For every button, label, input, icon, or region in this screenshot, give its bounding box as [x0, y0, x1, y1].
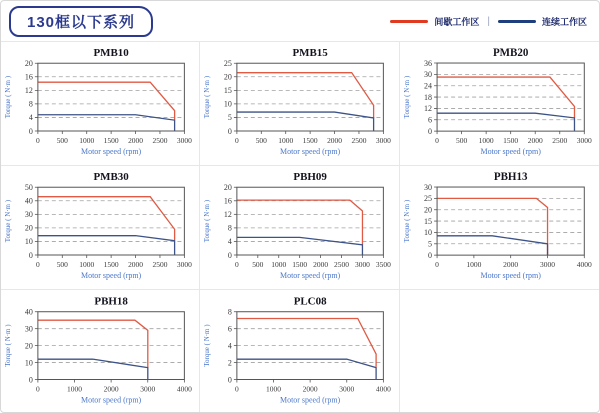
- svg-text:20: 20: [224, 72, 233, 82]
- svg-text:4000: 4000: [176, 384, 192, 394]
- svg-text:2000: 2000: [313, 260, 329, 270]
- svg-text:40: 40: [24, 307, 33, 317]
- svg-text:Torque ( N·m ): Torque ( N·m ): [203, 324, 212, 368]
- svg-text:2500: 2500: [351, 135, 367, 145]
- svg-text:Motor speed (rpm): Motor speed (rpm): [480, 147, 541, 157]
- svg-text:0: 0: [235, 135, 240, 145]
- svg-text:6: 6: [228, 324, 233, 334]
- empty-cell: [400, 290, 599, 413]
- svg-text:25: 25: [423, 194, 432, 204]
- legend-item-continuous: [498, 15, 587, 28]
- svg-text:10: 10: [224, 99, 233, 109]
- svg-text:24: 24: [423, 81, 432, 91]
- svg-text:0: 0: [36, 260, 40, 270]
- svg-text:3500: 3500: [376, 260, 392, 270]
- legend: [390, 15, 587, 28]
- svg-text:Torque ( N·m ): Torque ( N·m ): [203, 75, 212, 119]
- svg-text:50: 50: [24, 183, 33, 193]
- svg-text:3000: 3000: [539, 260, 555, 270]
- svg-text:2500: 2500: [152, 135, 168, 145]
- svg-text:0: 0: [235, 260, 240, 270]
- svg-text:20: 20: [423, 205, 432, 215]
- svg-text:36: 36: [423, 58, 432, 68]
- svg-text:PBH18: PBH18: [94, 296, 128, 309]
- svg-text:30: 30: [423, 70, 432, 80]
- svg-text:PMB30: PMB30: [93, 171, 129, 184]
- legend-label: 间歇工作区: [434, 16, 480, 27]
- svg-text:1000: 1000: [79, 135, 95, 145]
- svg-text:20: 20: [24, 59, 33, 69]
- svg-text:Motor speed (rpm): Motor speed (rpm): [280, 146, 341, 156]
- svg-text:2000: 2000: [302, 384, 318, 394]
- svg-text:1000: 1000: [278, 135, 294, 145]
- svg-text:0: 0: [28, 126, 33, 136]
- svg-text:Motor speed (rpm): Motor speed (rpm): [81, 146, 142, 156]
- svg-text:2500: 2500: [334, 260, 350, 270]
- svg-text:4: 4: [228, 341, 233, 351]
- svg-text:1000: 1000: [67, 384, 82, 394]
- chart-panel-pbh13: [400, 166, 599, 290]
- svg-text:3000: 3000: [355, 260, 371, 270]
- svg-text:2000: 2000: [103, 384, 119, 394]
- svg-text:Motor speed (rpm): Motor speed (rpm): [480, 271, 541, 281]
- svg-text:2500: 2500: [152, 260, 168, 270]
- svg-text:0: 0: [427, 251, 432, 261]
- svg-text:1000: 1000: [266, 384, 282, 394]
- svg-text:3000: 3000: [176, 135, 192, 145]
- svg-text:4000: 4000: [576, 260, 592, 270]
- legend-item-intermittent: [390, 15, 479, 28]
- svg-text:Torque ( N·m ): Torque ( N·m ): [3, 75, 12, 119]
- svg-text:Torque ( N·m ): Torque ( N·m ): [402, 200, 411, 243]
- svg-text:4: 4: [228, 237, 233, 247]
- svg-text:0: 0: [28, 250, 33, 260]
- svg-text:10: 10: [24, 237, 33, 247]
- svg-text:500: 500: [256, 135, 268, 145]
- svg-text:12: 12: [423, 104, 432, 114]
- svg-text:20: 20: [24, 223, 33, 233]
- svg-text:1000: 1000: [271, 260, 287, 270]
- svg-text:30: 30: [423, 183, 432, 193]
- svg-text:4: 4: [28, 113, 33, 123]
- svg-text:30: 30: [24, 210, 33, 220]
- svg-text:20: 20: [224, 183, 233, 193]
- svg-text:1500: 1500: [103, 135, 119, 145]
- svg-text:1500: 1500: [292, 260, 308, 270]
- continuous-line-swatch: [498, 20, 536, 23]
- svg-text:500: 500: [56, 135, 68, 145]
- svg-text:16: 16: [224, 196, 233, 206]
- chart-panel-pmb10: [1, 42, 200, 166]
- svg-text:Motor speed (rpm): Motor speed (rpm): [280, 271, 341, 281]
- svg-text:15: 15: [423, 217, 432, 227]
- svg-text:PMB15: PMB15: [292, 47, 329, 60]
- svg-text:0: 0: [28, 375, 33, 385]
- svg-text:1000: 1000: [466, 260, 482, 270]
- svg-text:10: 10: [423, 228, 432, 238]
- svg-text:500: 500: [252, 260, 264, 270]
- svg-text:PMB20: PMB20: [492, 47, 529, 60]
- svg-text:8: 8: [28, 99, 33, 109]
- svg-text:16: 16: [24, 72, 33, 82]
- svg-text:500: 500: [56, 260, 68, 270]
- svg-text:5: 5: [228, 113, 233, 123]
- svg-text:Torque ( N·m ): Torque ( N·m ): [3, 200, 12, 243]
- chart-grid: [1, 41, 599, 413]
- svg-text:18: 18: [423, 92, 432, 102]
- svg-text:0: 0: [228, 250, 233, 260]
- svg-text:Torque ( N·m ): Torque ( N·m ): [3, 324, 12, 368]
- svg-text:0: 0: [434, 260, 439, 270]
- svg-text:Torque ( N·m ): Torque ( N·m ): [203, 200, 212, 243]
- svg-text:3000: 3000: [140, 384, 156, 394]
- svg-text:Motor speed (rpm): Motor speed (rpm): [81, 395, 142, 405]
- svg-text:15: 15: [224, 86, 233, 96]
- chart-panel-pmb20: [400, 42, 599, 166]
- svg-text:PLC08: PLC08: [294, 296, 327, 309]
- svg-text:25: 25: [224, 59, 233, 69]
- svg-text:0: 0: [36, 384, 40, 394]
- legend-separator: |: [487, 15, 490, 27]
- svg-text:3000: 3000: [376, 135, 392, 145]
- svg-text:0: 0: [434, 136, 439, 146]
- svg-text:0: 0: [228, 375, 233, 385]
- svg-text:Motor speed (rpm): Motor speed (rpm): [81, 271, 142, 281]
- svg-text:1500: 1500: [502, 136, 518, 146]
- svg-text:2: 2: [228, 358, 233, 368]
- svg-text:8: 8: [228, 223, 233, 233]
- svg-text:5: 5: [427, 239, 432, 249]
- chart-panel-plc08: [200, 290, 399, 413]
- svg-text:0: 0: [235, 384, 240, 394]
- svg-text:PBH13: PBH13: [493, 171, 528, 184]
- svg-text:PBH09: PBH09: [293, 171, 328, 184]
- svg-text:Torque ( N·m ): Torque ( N·m ): [402, 75, 411, 119]
- chart-panel-pbh09: [200, 166, 399, 290]
- svg-text:2500: 2500: [551, 136, 567, 146]
- svg-text:12: 12: [24, 86, 33, 96]
- svg-text:2000: 2000: [128, 260, 144, 270]
- chart-panel-pmb15: [200, 42, 399, 166]
- svg-text:0: 0: [427, 126, 432, 136]
- svg-text:0: 0: [228, 126, 233, 136]
- svg-text:30: 30: [24, 324, 33, 334]
- svg-text:1500: 1500: [302, 135, 318, 145]
- svg-text:2000: 2000: [527, 136, 543, 146]
- page-header: [1, 1, 599, 41]
- chart-panel-pmb30: [1, 166, 200, 290]
- svg-text:500: 500: [455, 136, 467, 146]
- svg-text:4000: 4000: [376, 384, 392, 394]
- svg-text:3000: 3000: [339, 384, 355, 394]
- svg-text:1000: 1000: [79, 260, 95, 270]
- svg-text:PMB10: PMB10: [93, 47, 129, 60]
- svg-text:2000: 2000: [502, 260, 518, 270]
- svg-text:1000: 1000: [478, 136, 494, 146]
- svg-text:20: 20: [24, 341, 33, 351]
- svg-text:10: 10: [24, 358, 33, 368]
- svg-text:8: 8: [228, 307, 233, 317]
- svg-text:12: 12: [224, 210, 233, 220]
- svg-text:6: 6: [427, 115, 432, 125]
- series-title-badge: 130框以下系列: [9, 6, 153, 37]
- legend-label: 连续工作区: [541, 16, 587, 27]
- svg-text:3000: 3000: [576, 136, 592, 146]
- chart-panel-pbh18: [1, 290, 200, 413]
- svg-text:2000: 2000: [327, 135, 343, 145]
- svg-text:40: 40: [24, 196, 33, 206]
- svg-text:1500: 1500: [103, 260, 119, 270]
- svg-text:Motor speed (rpm): Motor speed (rpm): [280, 395, 341, 405]
- intermittent-line-swatch: [390, 20, 428, 23]
- svg-text:3000: 3000: [176, 260, 192, 270]
- svg-text:0: 0: [36, 135, 40, 145]
- svg-text:2000: 2000: [128, 135, 144, 145]
